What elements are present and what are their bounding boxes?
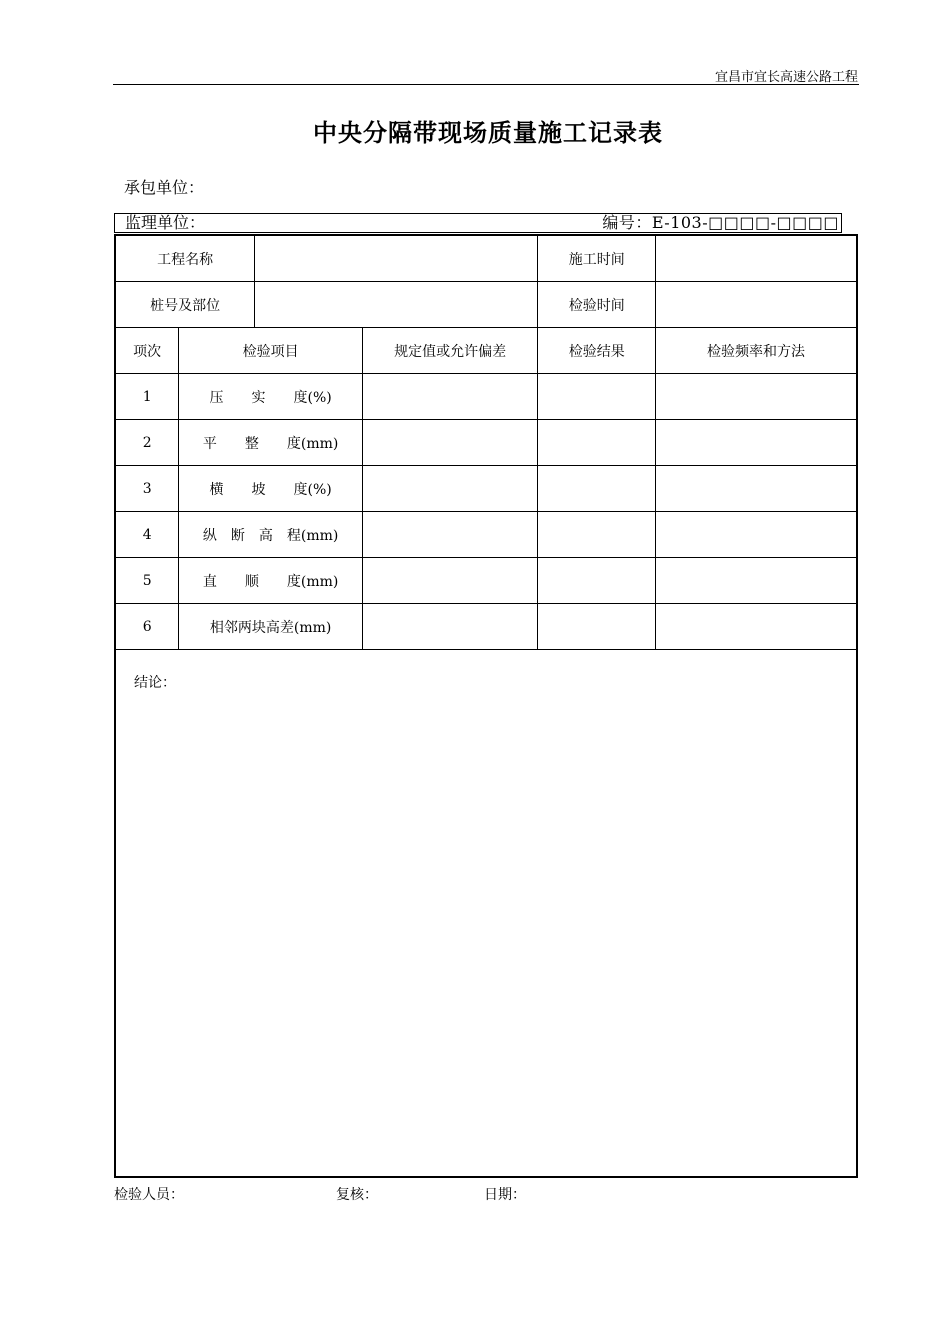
- project-name-label: 工程名称: [115, 235, 255, 282]
- row-number: 1: [115, 374, 179, 420]
- inspection-item: 相邻两块高差(mm): [179, 604, 363, 650]
- table-header-row: [115, 328, 857, 374]
- conclusion-cell[interactable]: [115, 650, 857, 1178]
- station-value[interactable]: [255, 282, 538, 328]
- table-row: [115, 466, 857, 512]
- table-row: [115, 282, 857, 328]
- inspection-time-value[interactable]: [656, 282, 857, 328]
- inspector-label: 检验人员：: [114, 1187, 184, 1203]
- supervisor-label: 监理单位：: [125, 213, 206, 232]
- supervisor-serial-row: [114, 213, 842, 233]
- inspection-record-table: [114, 234, 858, 1178]
- signature-footer: [114, 1184, 860, 1204]
- serial-number-label: 编号：E-103-□□□□-□□□□: [602, 213, 839, 232]
- date-label: 日期：: [484, 1187, 526, 1203]
- result-cell[interactable]: [538, 604, 656, 650]
- method-cell[interactable]: [656, 558, 857, 604]
- table-row: [115, 604, 857, 650]
- table-row: [115, 512, 857, 558]
- column-header-no: 项次: [115, 328, 179, 374]
- row-number: 4: [115, 512, 179, 558]
- station-label: 桩号及部位: [115, 282, 255, 328]
- project-name-value[interactable]: [255, 235, 538, 282]
- result-cell[interactable]: [538, 374, 656, 420]
- method-cell[interactable]: [656, 604, 857, 650]
- result-cell[interactable]: [538, 466, 656, 512]
- result-cell[interactable]: [538, 420, 656, 466]
- table-row: [115, 374, 857, 420]
- inspection-time-label: 检验时间: [538, 282, 656, 328]
- method-cell[interactable]: [656, 466, 857, 512]
- conclusion-row: [115, 650, 857, 1178]
- method-cell[interactable]: [656, 374, 857, 420]
- construction-time-value[interactable]: [656, 235, 857, 282]
- table-row: [115, 558, 857, 604]
- column-header-method: 检验频率和方法: [656, 328, 857, 374]
- tolerance-cell[interactable]: [362, 420, 537, 466]
- conclusion-label: 结论：: [134, 675, 176, 691]
- inspection-item: 压 实 度(%): [179, 374, 363, 420]
- project-name-header: 宜昌市宜长高速公路工程: [714, 70, 858, 85]
- row-number: 6: [115, 604, 179, 650]
- column-header-result: 检验结果: [538, 328, 656, 374]
- table-row: [115, 420, 857, 466]
- tolerance-cell[interactable]: [362, 558, 537, 604]
- construction-time-label: 施工时间: [538, 235, 656, 282]
- inspection-item: 直 顺 度(mm): [179, 558, 363, 604]
- inspection-item: 纵 断 高 程(mm): [179, 512, 363, 558]
- row-number: 2: [115, 420, 179, 466]
- tolerance-cell[interactable]: [362, 512, 537, 558]
- column-header-item: 检验项目: [179, 328, 363, 374]
- method-cell[interactable]: [656, 420, 857, 466]
- inspection-item: 平 整 度(mm): [179, 420, 363, 466]
- tolerance-cell[interactable]: [362, 466, 537, 512]
- row-number: 5: [115, 558, 179, 604]
- result-cell[interactable]: [538, 512, 656, 558]
- row-number: 3: [115, 466, 179, 512]
- contractor-label: 承包单位：: [124, 178, 205, 197]
- method-cell[interactable]: [656, 512, 857, 558]
- inspection-item: 横 坡 度(%): [179, 466, 363, 512]
- document-title: 中央分隔带现场质量施工记录表: [313, 118, 663, 147]
- result-cell[interactable]: [538, 558, 656, 604]
- table-row: [115, 235, 857, 282]
- tolerance-cell[interactable]: [362, 604, 537, 650]
- tolerance-cell[interactable]: [362, 374, 537, 420]
- reviewer-label: 复核：: [336, 1187, 378, 1203]
- header-divider: [113, 84, 859, 85]
- column-header-tolerance: 规定值或允许偏差: [362, 328, 537, 374]
